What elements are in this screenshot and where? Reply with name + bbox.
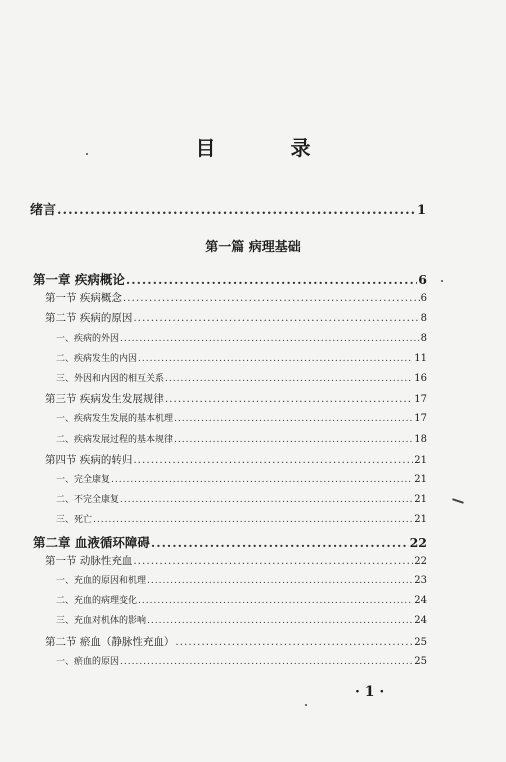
toc-label: 第二节 瘀血（静脉性充血） — [45, 635, 175, 648]
page-title: 目 录 — [195, 136, 345, 160]
toc-leader — [120, 495, 413, 505]
toc-leader — [57, 203, 416, 218]
toc-label: 三、外因和内因的相互关系 — [56, 374, 165, 384]
toc-page: 21 — [414, 474, 427, 485]
toc-label: 一、疾病的外因 — [56, 333, 120, 344]
toc-page: 25 — [414, 636, 427, 648]
toc-page: 17 — [414, 413, 427, 425]
toc-page: 25 — [414, 655, 427, 667]
toc-subsection — [56, 351, 427, 364]
toc-subsection — [56, 371, 427, 384]
toc-leader — [174, 435, 413, 445]
toc-section — [45, 553, 427, 568]
toc-label: 第一章 疾病概论 — [33, 272, 125, 287]
toc-page: 22 — [409, 534, 427, 550]
toc-page: 1 — [416, 203, 426, 218]
toc-subsection — [56, 432, 427, 445]
toc-subsection — [56, 613, 427, 626]
toc-chapter — [33, 270, 427, 288]
toc-leader — [111, 475, 413, 485]
toc-subsection — [56, 573, 427, 586]
toc-leader — [174, 414, 413, 424]
toc-leader — [147, 616, 413, 626]
toc-label: 绪言 — [30, 203, 57, 218]
toc-label: 第四节 疾病的转归 — [45, 453, 133, 466]
toc-leader — [165, 393, 413, 405]
toc-page: 8 — [420, 332, 427, 344]
toc-leader — [126, 272, 417, 287]
toc-page: 17 — [414, 394, 427, 406]
toc-leader — [138, 596, 413, 606]
toc-leader — [147, 576, 413, 586]
scan-speck — [452, 498, 464, 504]
toc-label: 一、瘀血的原因 — [56, 656, 120, 667]
toc-page: 16 — [414, 373, 427, 384]
toc-leader — [175, 636, 413, 648]
toc-label: 第一节 疾病概念 — [45, 292, 122, 305]
toc-leader — [133, 555, 413, 567]
toc-label: 三、充血对机体的影响 — [56, 616, 147, 627]
toc-page: 22 — [414, 555, 427, 567]
part-heading: 第一篇 病理基础 — [205, 240, 301, 255]
toc-page: 21 — [414, 494, 427, 506]
toc-page: 6 — [420, 293, 427, 305]
toc-leader — [138, 354, 413, 364]
toc-section — [45, 290, 427, 305]
scan-speck — [305, 704, 307, 706]
toc-intro — [30, 199, 426, 218]
page-number: · 1 · — [355, 684, 385, 700]
toc-page: 11 — [414, 352, 427, 364]
scan-speck — [86, 153, 88, 155]
toc-subsection — [56, 472, 427, 485]
toc-subsection — [56, 654, 427, 667]
toc-label: 二、疾病发生的内因 — [56, 353, 138, 364]
toc-subsection — [56, 512, 427, 525]
toc-label: 一、充血的原因和机理 — [56, 576, 147, 586]
toc-page: 8 — [420, 313, 427, 325]
toc-page: 21 — [414, 514, 427, 526]
toc-section — [45, 310, 427, 325]
toc-section — [45, 452, 427, 467]
toc-label: 二、不完全康复 — [56, 495, 120, 506]
toc-page: 6 — [418, 272, 427, 287]
toc-label: 第二章 血液循环障碍 — [33, 534, 150, 550]
toc-page: 21 — [414, 454, 427, 466]
toc-section — [45, 634, 427, 649]
toc-subsection — [56, 593, 427, 606]
toc-subsection — [56, 492, 427, 505]
toc-section — [45, 391, 427, 406]
toc-leader — [120, 657, 413, 667]
toc-page: 24 — [414, 595, 427, 607]
toc-subsection — [56, 411, 427, 424]
toc-leader — [133, 454, 413, 466]
toc-leader — [151, 535, 409, 550]
toc-label: 三、死亡 — [56, 515, 93, 526]
toc-label: 第一节 动脉性充血 — [45, 554, 133, 567]
toc-label: 二、疾病发展过程的基本规律 — [56, 434, 174, 445]
scan-speck — [441, 280, 443, 282]
toc-page: 24 — [414, 615, 427, 627]
toc-leader — [165, 374, 413, 384]
toc-leader — [123, 292, 420, 304]
toc-chapter — [33, 533, 427, 551]
toc-label: 第三节 疾病发生发展规律 — [45, 393, 164, 406]
toc-leader — [133, 312, 419, 324]
toc-page: 23 — [414, 575, 427, 586]
toc-label: 第二节 疾病的原因 — [45, 312, 133, 325]
toc-leader — [93, 515, 413, 525]
toc-page: 18 — [414, 433, 427, 445]
toc-label: 一、疾病发生发展的基本机理 — [56, 414, 174, 425]
toc-leader — [120, 334, 420, 344]
toc-label: 一、完全康复 — [56, 475, 111, 485]
toc-label: 二、充血的病理变化 — [56, 596, 138, 607]
toc-subsection — [56, 331, 427, 344]
